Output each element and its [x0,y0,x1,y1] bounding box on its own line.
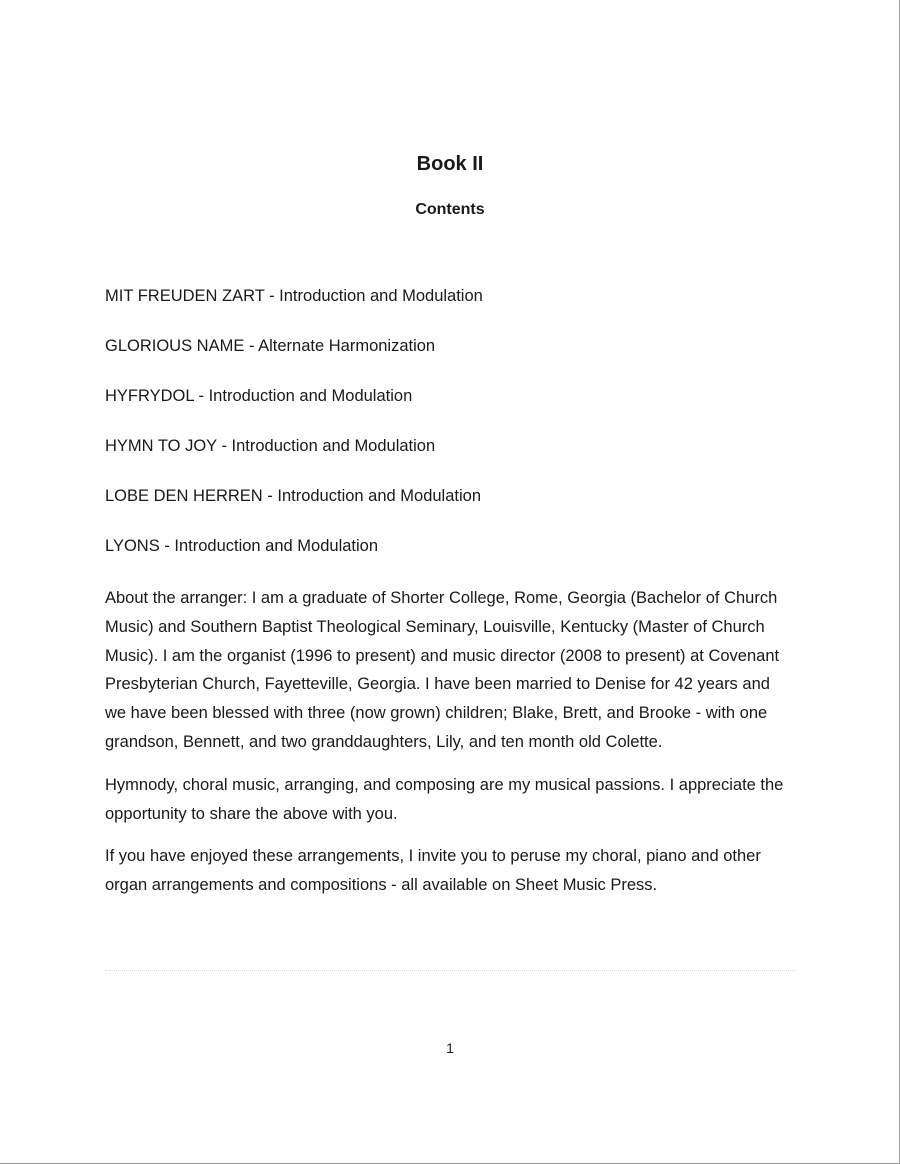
toc-entry: HYFRYDOL - Introduction and Modulation [105,387,413,405]
book-title: Book II [416,153,484,175]
contents-heading: Contents [415,201,485,218]
toc-entry: LOBE DEN HERREN - Introduction and Modulation [105,487,482,505]
toc-entry: GLORIOUS NAME - Alternate Harmonization [105,337,436,355]
body-text [105,584,795,914]
page-number: 1 [446,1040,454,1056]
table-of-contents [105,284,805,584]
passions-paragraph: Hymnody, choral music, arranging, and composing are my musical passions. I appreciate the opportunity to share the above with you. [105,775,784,823]
footer-divider [105,970,795,971]
toc-entry: LYONS - Introduction and Modulation [105,537,379,555]
toc-entry: MIT FREUDEN ZART - Introduction and Modulation [105,287,483,305]
invitation-paragraph: If you have enjoyed these arrangements, I invite you to peruse my choral, piano and other organ arrangements and compositions - all available on Sheet Music Press. [105,847,761,895]
about-arranger-paragraph: About the arranger: I am a graduate of Shorter College, Rome, Georgia (Bachelor of Church Music) and Southern Baptist Theological Seminary, Louisville, Kentucky (Master of Church Music). I am the organist (1996 to present) and music director (2008 to present) at Covenant Presbyterian Church, Fayetteville, Georgia. I have been married to Denise for 42 years and we have been blessed with three (now grown) children; Blake, Brett, and Brooke - with one grandson, Bennett, and two granddaughters, Lily, and ten month old Colette. [105,589,780,751]
toc-entry: HYMN TO JOY - Introduction and Modulation [105,437,436,455]
